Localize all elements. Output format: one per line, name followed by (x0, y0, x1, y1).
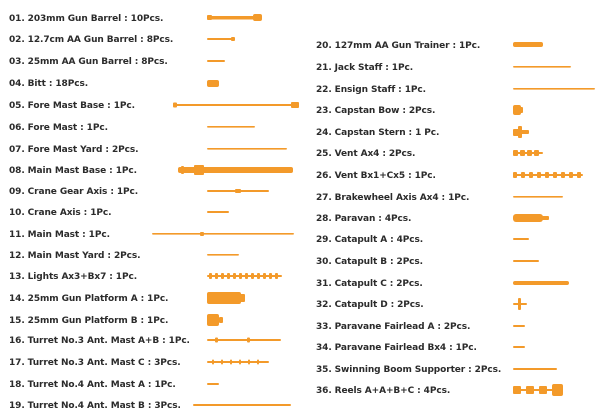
mast-base-icon (178, 160, 293, 180)
part-row-crane-gear-axis (0, 181, 300, 201)
axis-icon (207, 202, 229, 222)
part-row-vent-bx1-cx5 (300, 165, 600, 185)
part-row-25mm-aa-gun-barrel (0, 51, 300, 71)
part-label: 21. Jack Staff : 1Pc. (316, 63, 414, 73)
staff-icon (513, 79, 595, 99)
antenna-mast-icon (207, 374, 219, 394)
antenna-mast-icon (193, 395, 291, 415)
part-label: 24. Capstan Stern : 1 Pc. (316, 128, 440, 138)
vent-icon (513, 143, 543, 163)
part-label: 36. Reels A+A+B+C : 4Pcs. (316, 386, 451, 396)
part-row-main-mast (0, 224, 300, 244)
part-label: 17. Turret No.3 Ant. Mast C : 3Pcs. (9, 358, 181, 368)
part-label: 34. Paravane Fairlead Bx4 : 1Pc. (316, 343, 477, 353)
mast-icon (152, 224, 294, 244)
part-label: 01. 203mm Gun Barrel : 10Pcs. (9, 14, 164, 24)
bitt-icon (207, 73, 219, 93)
catapult-icon (513, 229, 529, 249)
axis-icon (207, 181, 269, 201)
part-label: 27. Brakewheel Axis Ax4 : 1Pc. (316, 193, 470, 203)
part-label: 19. Turret No.4 Ant. Mast B : 3Pcs. (9, 401, 181, 411)
part-label: 08. Main Mast Base : 1Pc. (9, 166, 137, 176)
part-row-25mm-gun-platform-a (0, 288, 300, 308)
part-row-paravane-fairlead-a (300, 316, 600, 336)
part-row-25mm-gun-platform-b (0, 310, 300, 330)
paravan-icon (513, 208, 549, 228)
part-row-crane-axis (0, 202, 300, 222)
part-label: 32. Catapult D : 2Pcs. (316, 300, 424, 310)
part-label: 30. Catapult B : 2Pcs. (316, 257, 423, 267)
part-row-catapult-c (300, 273, 600, 293)
part-row-turret-no-3-ant-mast-c (0, 352, 300, 372)
part-row-turret-no-3-ant-mast-a-b (0, 330, 300, 350)
part-label: 12. Main Mast Yard : 2Pcs. (9, 251, 141, 261)
part-label: 16. Turret No.3 Ant. Mast A+B : 1Pc. (9, 336, 190, 346)
antenna-mast-icon (207, 352, 269, 372)
yard-icon (207, 139, 287, 159)
part-label: 02. 12.7cm AA Gun Barrel : 8Pcs. (9, 35, 174, 45)
axis-icon (513, 187, 563, 207)
part-label: 09. Crane Gear Axis : 1Pc. (9, 187, 139, 197)
part-row-lights-ax3-bx7 (0, 266, 300, 286)
catapult-icon (513, 273, 569, 293)
part-label: 10. Crane Axis : 1Pc. (9, 208, 112, 218)
part-label: 35. Swinning Boom Supporter : 2Pcs. (316, 365, 502, 375)
platform-icon (207, 310, 223, 330)
vent-icon (513, 165, 583, 185)
gun-barrel-icon (207, 29, 235, 49)
part-row-bitt (0, 73, 300, 93)
antenna-mast-icon (207, 330, 281, 350)
part-row-fore-mast-yard (0, 139, 300, 159)
part-row-catapult-a (300, 229, 600, 249)
capstan-icon (513, 122, 529, 142)
part-label: 14. 25mm Gun Platform A : 1Pc. (9, 294, 169, 304)
part-label: 23. Capstan Bow : 2Pcs. (316, 106, 436, 116)
part-label: 18. Turret No.4 Ant. Mast A : 1Pc. (9, 380, 176, 390)
part-row-turret-no-4-ant-mast-a (0, 374, 300, 394)
capstan-icon (513, 100, 523, 120)
staff-icon (513, 57, 571, 77)
fairlead-icon (513, 337, 525, 357)
part-row-brakewheel-axis-ax4 (300, 187, 600, 207)
part-row-ensign-staff (300, 79, 600, 99)
part-label: 33. Paravane Fairlead A : 2Pcs. (316, 322, 471, 332)
part-label: 04. Bitt : 18Pcs. (9, 79, 89, 89)
part-label: 15. 25mm Gun Platform B : 1Pc. (9, 316, 169, 326)
part-row-paravan (300, 208, 600, 228)
mast-icon (173, 95, 299, 115)
part-label: 31. Catapult C : 2Pcs. (316, 279, 423, 289)
gun-barrel-icon (207, 51, 225, 71)
gun-barrel-icon (207, 8, 262, 28)
part-label: 26. Vent Bx1+Cx5 : 1Pc. (316, 171, 436, 181)
part-row-capstan-stern (300, 122, 600, 142)
catapult-icon (513, 251, 539, 271)
part-row-turret-no-4-ant-mast-b (0, 395, 300, 415)
yard-icon (207, 245, 239, 265)
part-row-vent-ax4 (300, 143, 600, 163)
part-row-main-mast-base (0, 160, 300, 180)
part-row-catapult-d (300, 294, 600, 314)
part-row-jack-staff (300, 57, 600, 77)
part-label: 29. Catapult A : 4Pcs. (316, 235, 424, 245)
part-row-12-7cm-aa-gun-barrel (0, 29, 300, 49)
part-row-swinning-boom-supporter (300, 359, 600, 379)
part-label: 05. Fore Mast Base : 1Pc. (9, 101, 135, 111)
gun-trainer-icon (513, 35, 543, 55)
part-label: 07. Fore Mast Yard : 2Pcs. (9, 145, 139, 155)
part-label: 25. Vent Ax4 : 2Pcs. (316, 149, 416, 159)
mast-icon (207, 117, 255, 137)
part-row-203mm-gun-barrel (0, 8, 300, 28)
part-row-fore-mast (0, 117, 300, 137)
catapult-icon (513, 294, 527, 314)
boom-supporter-icon (513, 359, 557, 379)
part-row-paravane-fairlead-bx4 (300, 337, 600, 357)
part-row-127mm-aa-gun-trainer (300, 35, 600, 55)
reels-icon (513, 380, 563, 400)
part-label: 28. Paravan : 4Pcs. (316, 214, 412, 224)
platform-icon (207, 288, 245, 308)
part-row-reels-a-a-b-c (300, 380, 600, 400)
part-row-fore-mast-base (0, 95, 300, 115)
part-label: 22. Ensign Staff : 1Pc. (316, 85, 426, 95)
part-label: 11. Main Mast : 1Pc. (9, 230, 110, 240)
lights-icon (207, 266, 282, 286)
part-label: 20. 127mm AA Gun Trainer : 1Pc. (316, 41, 481, 51)
part-label: 03. 25mm AA Gun Barrel : 8Pcs. (9, 57, 168, 67)
part-row-capstan-bow (300, 100, 600, 120)
part-label: 13. Lights Ax3+Bx7 : 1Pc. (9, 272, 138, 282)
part-row-catapult-b (300, 251, 600, 271)
part-label: 06. Fore Mast : 1Pc. (9, 123, 108, 133)
fairlead-icon (513, 316, 525, 336)
part-row-main-mast-yard (0, 245, 300, 265)
